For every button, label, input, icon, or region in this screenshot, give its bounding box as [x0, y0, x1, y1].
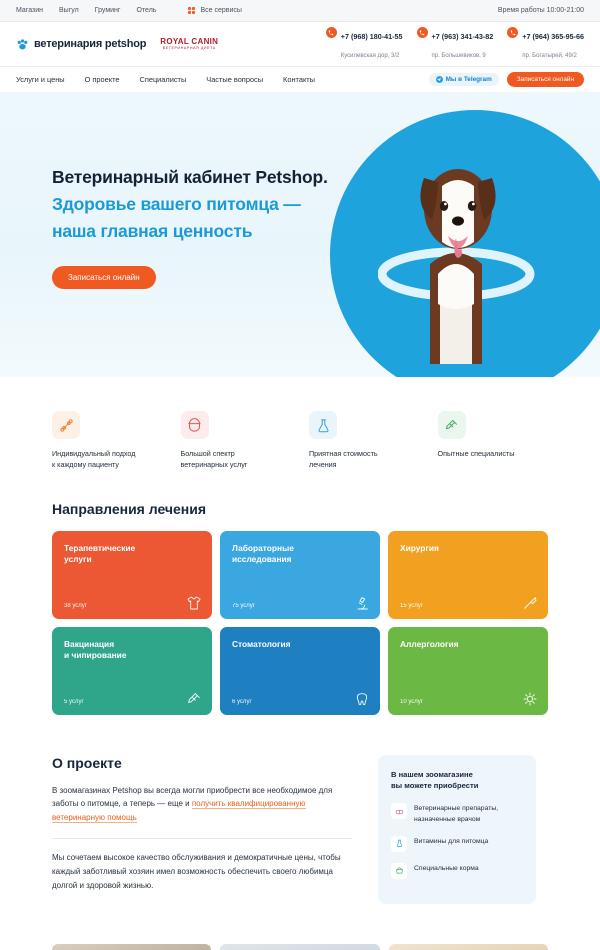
working-hours: Время работы 10:00-21:00 [497, 7, 584, 14]
topbar-links [16, 7, 242, 15]
top-bar [0, 0, 600, 22]
phone-number[interactable]: +7 (964) 365-95-66 [522, 32, 584, 41]
telegram-button[interactable] [429, 73, 499, 86]
stethoscope-icon [181, 411, 209, 439]
royal-canin-name: ROYAL CANIN [160, 36, 219, 46]
clinic-photo-2[interactable] [220, 944, 379, 950]
clinic-photo-1[interactable] [52, 944, 211, 950]
phone-item[interactable] [507, 26, 584, 62]
flask-icon [309, 411, 337, 439]
telegram-icon [436, 76, 443, 83]
hero-signup-button[interactable]: Записаться онлайн [52, 266, 156, 289]
signup-button-header[interactable]: Записаться онлайн [507, 72, 584, 87]
about-divider [52, 838, 352, 839]
card-count: 5 услуг [64, 698, 84, 705]
clinic-photo-2-art [220, 944, 379, 950]
nav-items [16, 75, 315, 84]
about-info-box [378, 755, 536, 904]
direction-card-vaccination[interactable] [52, 627, 212, 715]
nav-actions [429, 72, 584, 87]
directions-title: Направления лечения [52, 500, 207, 517]
food-icon [391, 863, 407, 879]
logo[interactable] [16, 38, 146, 51]
about-section [0, 715, 600, 930]
topbar-link-hotel[interactable]: Отель [136, 7, 157, 14]
royal-canin-subtitle: ВЕТЕРИНАРНАЯ ДИЕТА [162, 45, 216, 50]
phone-address: пр. Большевиков, 9 [431, 53, 486, 59]
shirt-icon [186, 595, 202, 611]
main-nav [0, 66, 600, 92]
direction-card-surgery[interactable] [388, 531, 548, 619]
card-count: 38 услуг [64, 602, 87, 609]
features-section [0, 377, 600, 501]
pills-icon [391, 803, 407, 819]
box-title: В нашем зоомагазине вы можете приобрести [391, 769, 479, 790]
card-count: 6 услуг [232, 698, 252, 705]
card-title: Аллергология [400, 638, 459, 649]
box-item-label: Специальные корма [414, 864, 479, 872]
phone-number[interactable]: +7 (968) 180-41-55 [340, 32, 403, 41]
phone-icon [417, 27, 428, 38]
card-title: Вакцинация и чипирование [64, 638, 127, 661]
paw-icon [16, 38, 29, 51]
feature-text: Большой спектр ветеринарных услуг [180, 449, 248, 469]
clinic-photo-3[interactable] [389, 944, 548, 950]
nav-item-faq[interactable]: Частые вопросы [206, 75, 264, 84]
scalpel-icon [522, 595, 538, 611]
card-title: Лабораторные исследования [232, 542, 294, 565]
feature-text: Индивидуальный подход к каждому пациенту [52, 449, 136, 469]
hero-title-line1: Ветеринарный кабинет Petshop. [52, 167, 328, 187]
topbar-link-walking[interactable]: Выгул [59, 7, 79, 14]
syringe-icon [438, 411, 466, 439]
nav-item-services[interactable]: Услуги и цены [16, 75, 65, 84]
phone-list [326, 26, 584, 62]
about-paragraph-2: Мы сочетаем высокое качество обслуживания и демократичные цены, чтобы каждый заботливый хозяин имел возможность обеспечить своего любимца долгой и здоровой жизнью. [52, 853, 341, 890]
nav-item-specialists[interactable]: Специалисты [139, 75, 187, 84]
box-item [391, 836, 523, 852]
feature-text: Опытные специалисты [437, 449, 515, 458]
allergy-icon [522, 691, 538, 707]
nav-item-contacts[interactable]: Контакты [283, 75, 315, 84]
nav-item-about[interactable]: О проекте [84, 75, 120, 84]
hero-section [0, 92, 600, 377]
card-title: Терапевтические услуги [64, 542, 136, 565]
card-count: 10 услуг [400, 698, 423, 705]
direction-card-laboratory[interactable] [220, 531, 380, 619]
vitamin-icon [391, 836, 407, 852]
hero-title-line2: Здоровье вашего питомца — [52, 193, 301, 214]
clinic-photo-3-art [389, 944, 548, 950]
directions-cards [0, 531, 600, 715]
logo-text: ветеринария petshop [34, 38, 147, 50]
direction-card-allergology[interactable] [388, 627, 548, 715]
about-paragraph-1 [52, 784, 352, 825]
feature-text: Приятная стоимость лечения [309, 449, 378, 469]
bone-icon [52, 411, 80, 439]
phone-address: Кусилевская дор, 3/2 [340, 53, 400, 59]
box-item [391, 803, 523, 824]
feature-item [52, 411, 163, 471]
site-header [0, 22, 600, 66]
phone-icon [326, 27, 337, 38]
topbar-link-shop[interactable]: Магазин [16, 7, 44, 14]
phone-address: пр. Богатырей, 49/2 [522, 53, 577, 59]
about-left [52, 755, 352, 904]
card-title: Стоматология [232, 638, 291, 649]
phone-item[interactable] [417, 26, 494, 62]
clinic-photo-1-art [52, 944, 211, 950]
phone-item[interactable] [326, 26, 403, 62]
about-accent-link[interactable]: получить квалифицированную ветеринарную помощь [52, 799, 306, 822]
feature-item [438, 411, 549, 471]
telegram-label: Мы в Telegram [445, 76, 492, 83]
hero-text [52, 166, 382, 289]
about-paragraph-1-text: В зоомагазинах Petshop вы всегда могли приобрести все необходимое для заботы о питомце, а теперь — еще и [52, 785, 333, 809]
box-item-label: Ветеринарные препараты, назначенные врачом [414, 805, 499, 823]
hero-dog-image [378, 114, 548, 364]
feature-item [309, 411, 420, 471]
card-count: 75 услуг [232, 602, 255, 609]
direction-card-dentistry[interactable] [220, 627, 380, 715]
about-title: О проекте [52, 754, 122, 771]
topbar-link-grooming[interactable]: Груминг [94, 7, 121, 14]
all-services-label: Все сервисы [200, 7, 242, 14]
tooth-icon [354, 691, 370, 707]
royal-canin-logo [160, 38, 218, 51]
all-services-button[interactable] [188, 7, 241, 15]
phone-icon [507, 27, 518, 38]
card-count: 15 услуг [400, 602, 423, 609]
phone-number[interactable]: +7 (963) 341-43-82 [431, 32, 494, 41]
card-title: Хирургия [400, 542, 439, 553]
hero-title-line3: наша главная ценность [52, 221, 253, 242]
microscope-icon [354, 595, 370, 611]
box-item [391, 863, 523, 879]
grid-icon [188, 7, 196, 15]
direction-card-therapy[interactable] [52, 531, 212, 619]
gallery-section [0, 930, 600, 950]
syringe-icon [186, 691, 202, 707]
feature-item [181, 411, 292, 471]
box-item-label: Витамины для питомца [414, 837, 489, 845]
